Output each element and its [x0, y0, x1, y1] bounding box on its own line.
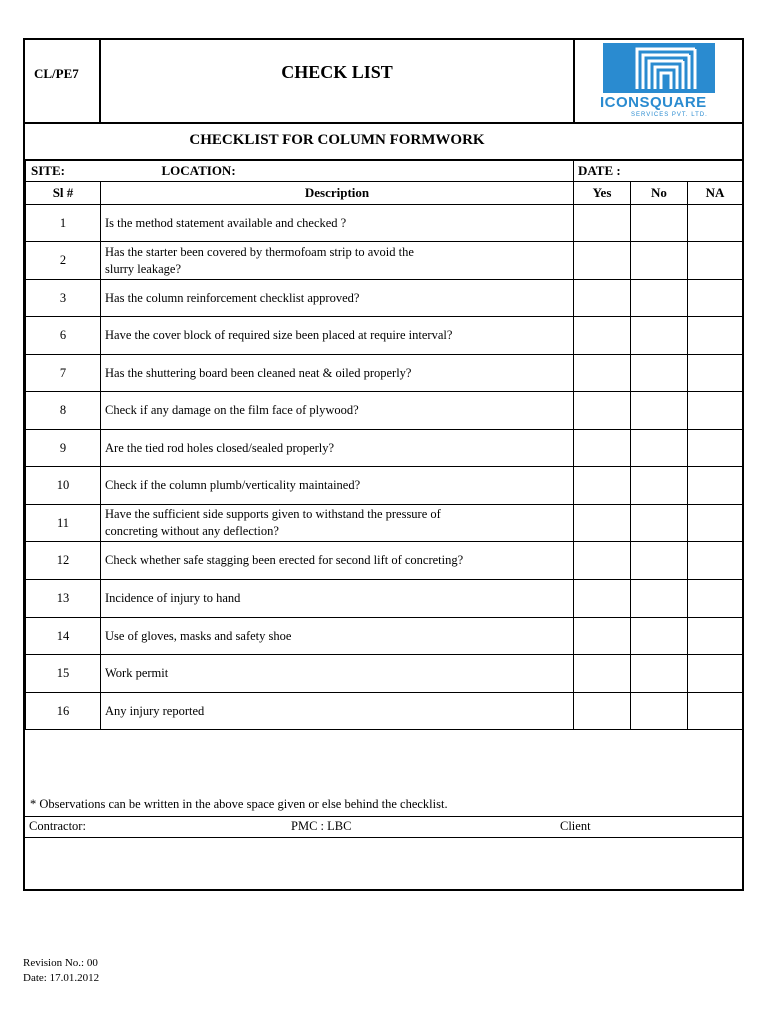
table-row	[26, 392, 743, 430]
row-number: 2	[26, 242, 101, 280]
row-description	[101, 580, 574, 618]
no-cell[interactable]	[631, 505, 688, 542]
na-cell[interactable]	[688, 280, 743, 317]
pmc-label: PMC : LBC	[291, 819, 352, 833]
na-cell[interactable]	[688, 618, 743, 655]
signature-row	[25, 815, 742, 838]
location-label: LOCATION:	[161, 163, 236, 178]
revision-date: Date: 17.01.2012	[23, 972, 100, 984]
form-header	[25, 40, 742, 124]
row-text: Check whether safe stagging been erected for second lift of concreting?	[105, 553, 464, 567]
na-cell[interactable]	[688, 242, 743, 280]
observations-area[interactable]	[25, 729, 742, 817]
no-cell[interactable]	[631, 693, 688, 730]
row-number: 14	[26, 618, 101, 655]
row-description	[101, 618, 574, 655]
no-cell[interactable]	[631, 467, 688, 505]
table-row	[26, 618, 743, 655]
date-label: DATE :	[574, 161, 631, 182]
row-text: Use of gloves, masks and safety shoe	[105, 628, 292, 643]
table-row	[26, 655, 743, 693]
row-description	[101, 242, 574, 280]
row-text: Any injury reported	[105, 703, 205, 718]
site-label: SITE:	[26, 161, 101, 182]
yes-cell[interactable]	[574, 618, 631, 655]
col-sl: Sl #	[26, 182, 101, 205]
row-number: 15	[26, 655, 101, 693]
date-value-cell[interactable]	[631, 161, 688, 182]
logo-square-mark	[603, 43, 715, 93]
no-cell[interactable]	[631, 580, 688, 618]
col-no: No	[631, 182, 688, 205]
row-description	[101, 280, 574, 317]
row-number: 13	[26, 580, 101, 618]
row-text: Work permit	[105, 666, 169, 680]
revision-number: Revision No.: 00	[23, 957, 98, 969]
checklist-table	[25, 160, 743, 730]
na-cell[interactable]	[688, 205, 743, 242]
yes-cell[interactable]	[574, 655, 631, 693]
row-text: Check if any damage on the film face of plywood?	[105, 403, 359, 417]
row-text: Check if the column plumb/verticality maintained?	[105, 478, 361, 492]
table-row	[26, 693, 743, 730]
row-text: Incidence of injury to hand	[105, 591, 241, 605]
na-cell[interactable]	[688, 505, 743, 542]
na-cell[interactable]	[688, 430, 743, 467]
no-cell[interactable]	[631, 430, 688, 467]
yes-cell[interactable]	[574, 430, 631, 467]
date-value-cell-end[interactable]	[688, 161, 743, 182]
form-title: CHECK LIST	[281, 62, 393, 82]
table-row	[26, 467, 743, 505]
row-number: 7	[26, 355, 101, 392]
checklist-subtitle: CHECKLIST FOR COLUMN FORMWORK	[189, 132, 485, 148]
yes-cell[interactable]	[574, 317, 631, 355]
row-text: Have the sufficient side supports given to withstand the pressure of	[105, 507, 441, 521]
na-cell[interactable]	[688, 355, 743, 392]
table-row	[26, 317, 743, 355]
yes-cell[interactable]	[574, 580, 631, 618]
table-row	[26, 542, 743, 580]
row-description	[101, 655, 574, 693]
row-description	[101, 467, 574, 505]
col-description: Description	[101, 182, 574, 205]
checklist-rows	[26, 205, 743, 730]
row-description	[101, 430, 574, 467]
yes-cell[interactable]	[574, 280, 631, 317]
logo-word-square: SQUARE	[639, 94, 707, 111]
no-cell[interactable]	[631, 542, 688, 580]
table-row	[26, 580, 743, 618]
yes-cell[interactable]	[574, 693, 631, 730]
row-text: Is the method statement available and checked ?	[105, 215, 347, 230]
no-cell[interactable]	[631, 392, 688, 430]
no-cell[interactable]	[631, 205, 688, 242]
row-number: 8	[26, 392, 101, 430]
na-cell[interactable]	[688, 655, 743, 693]
no-cell[interactable]	[631, 655, 688, 693]
row-description	[101, 542, 574, 580]
row-text: Are the tied rod holes closed/sealed properly?	[105, 440, 335, 455]
yes-cell[interactable]	[574, 355, 631, 392]
na-cell[interactable]	[688, 542, 743, 580]
row-text: Have the cover block of required size been placed at require interval?	[105, 328, 453, 342]
row-description	[101, 505, 574, 542]
row-number: 11	[26, 505, 101, 542]
col-na: NA	[688, 182, 743, 205]
yes-cell[interactable]	[574, 392, 631, 430]
row-text: Has the shuttering board been cleaned neat & oiled properly?	[105, 365, 412, 380]
form-code: CL/PE7	[34, 66, 79, 81]
row-description	[101, 693, 574, 730]
table-row	[26, 355, 743, 392]
row-number: 16	[26, 693, 101, 730]
logo-tagline: SERVICES PVT. LTD.	[631, 112, 708, 118]
na-cell[interactable]	[688, 693, 743, 730]
no-cell[interactable]	[631, 618, 688, 655]
yes-cell[interactable]	[574, 205, 631, 242]
logo-wordmark	[600, 94, 707, 111]
column-header-row	[26, 182, 743, 205]
table-row	[26, 242, 743, 280]
row-number: 10	[26, 467, 101, 505]
company-logo	[597, 42, 719, 122]
row-number: 3	[26, 280, 101, 317]
logo-cell	[575, 40, 742, 122]
no-cell[interactable]	[631, 280, 688, 317]
na-cell[interactable]	[688, 580, 743, 618]
row-text: Has the starter been covered by thermofoam strip to avoid the	[105, 244, 414, 259]
row-number: 6	[26, 317, 101, 355]
observations-note: * Observations can be written in the above space given or else behind the checklist.	[30, 797, 448, 811]
logo-square-icon	[603, 43, 715, 93]
yes-cell[interactable]	[574, 505, 631, 542]
table-row	[26, 205, 743, 242]
checklist-form	[23, 38, 744, 891]
row-text: Has the column reinforcement checklist approved?	[105, 290, 360, 305]
row-text-line2: slurry leakage?	[105, 261, 182, 276]
contractor-label: Contractor:	[29, 819, 86, 833]
row-number: 1	[26, 205, 101, 242]
form-title-cell	[101, 40, 575, 122]
no-cell[interactable]	[631, 355, 688, 392]
na-cell[interactable]	[688, 467, 743, 505]
table-row	[26, 430, 743, 467]
site-info-row	[26, 161, 743, 182]
table-row	[26, 505, 743, 542]
yes-cell[interactable]	[574, 542, 631, 580]
table-row	[26, 280, 743, 317]
row-number: 12	[26, 542, 101, 580]
yes-cell[interactable]	[574, 467, 631, 505]
no-cell[interactable]	[631, 242, 688, 280]
document-footer	[23, 956, 99, 986]
no-cell[interactable]	[631, 317, 688, 355]
row-description	[101, 205, 574, 242]
row-description	[101, 392, 574, 430]
row-description	[101, 317, 574, 355]
form-code-cell	[25, 40, 101, 122]
row-text-line2: concreting without any deflection?	[105, 524, 279, 538]
yes-cell[interactable]	[574, 242, 631, 280]
na-cell[interactable]	[688, 392, 743, 430]
col-yes: Yes	[574, 182, 631, 205]
row-description	[101, 355, 574, 392]
logo-word-icon: ICON	[600, 94, 640, 111]
location-cell	[101, 161, 574, 182]
row-number: 9	[26, 430, 101, 467]
client-label: Client	[560, 819, 591, 833]
na-cell[interactable]	[688, 317, 743, 355]
checklist-subtitle-row	[25, 122, 742, 161]
